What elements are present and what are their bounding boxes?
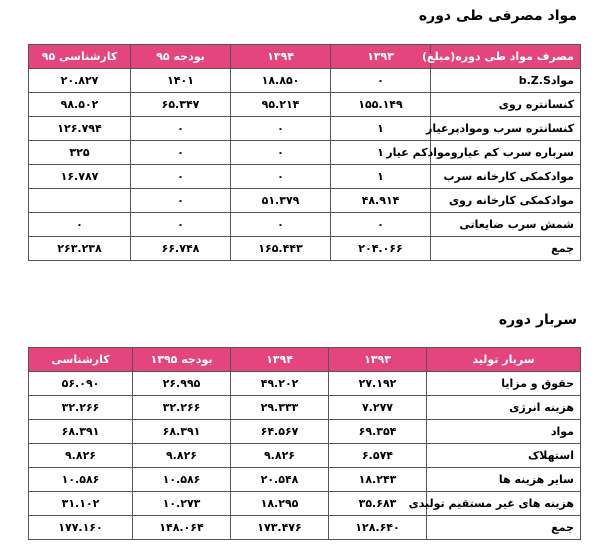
table-cell: ۱ xyxy=(331,117,431,141)
table-cell: ۳۵.۶۸۳ xyxy=(329,492,427,516)
table-row xyxy=(29,165,581,189)
table-cell: ۴۹.۲۰۲ xyxy=(231,372,329,396)
table-row xyxy=(29,396,581,420)
row-label: سرباره سرب کم عیاروموادکم عیار xyxy=(431,141,581,165)
table-cell: ۰ xyxy=(231,117,331,141)
table-cell: ۰ xyxy=(131,213,231,237)
table-cell: ۰ xyxy=(231,165,331,189)
table-cell: ۱۰.۵۸۶ xyxy=(133,468,231,492)
table-cell: ۹.۸۲۶ xyxy=(133,444,231,468)
table-cell: ۶۶.۷۴۸ xyxy=(131,237,231,261)
row-label: جمع xyxy=(427,516,581,540)
table-row-total xyxy=(29,237,581,261)
row-label: موادکمکی کارخانه سرب xyxy=(431,165,581,189)
table-cell: ۹.۸۲۶ xyxy=(29,444,133,468)
column-header: بودجه ۹۵ xyxy=(131,45,231,69)
table-cell: ۵۶.۰۹۰ xyxy=(29,372,133,396)
table-cell: ۰ xyxy=(331,213,431,237)
table-cell: ۱۸.۲۹۵ xyxy=(231,492,329,516)
table-cell: ۱۰.۵۸۶ xyxy=(29,468,133,492)
column-header: مصرف مواد طی دوره(مبلغ) xyxy=(431,45,581,69)
table-cell: ۶۸.۳۹۱ xyxy=(133,420,231,444)
table-cell: ۰ xyxy=(131,189,231,213)
row-label: مواد xyxy=(427,420,581,444)
table-cell: ۹.۸۲۶ xyxy=(231,444,329,468)
row-label: کنسانتره روی xyxy=(431,93,581,117)
table-cell: ۶.۵۷۴ xyxy=(329,444,427,468)
table-cell: ۱ xyxy=(331,165,431,189)
table-cell: ۶۸.۳۹۱ xyxy=(29,420,133,444)
row-label: شمش سرب ضایعاتی xyxy=(431,213,581,237)
table-cell: ۱۵۵.۱۴۹ xyxy=(331,93,431,117)
table-cell: ۱ xyxy=(331,141,431,165)
table-cell: ۰ xyxy=(131,141,231,165)
table-cell: ۲۰۴.۰۶۶ xyxy=(331,237,431,261)
table-cell: ۱۸.۸۵۰ xyxy=(231,69,331,93)
column-header: ۱۳۹۳ xyxy=(331,45,431,69)
table-row xyxy=(29,372,581,396)
table-row xyxy=(29,492,581,516)
table-cell: ۳۲.۲۶۶ xyxy=(29,396,133,420)
table-cell: ۶۹.۳۵۴ xyxy=(329,420,427,444)
table-cell: ۱۷۷.۱۶۰ xyxy=(29,516,133,540)
table-cell: ۲۰.۸۲۷ xyxy=(29,69,131,93)
table-cell: ۳۲۵ xyxy=(29,141,131,165)
row-label: استهلاک xyxy=(427,444,581,468)
table-cell: ۶۵.۳۴۷ xyxy=(131,93,231,117)
column-header: کارشناسی ۹۵ xyxy=(29,45,131,69)
table-cell: ۳۲.۲۶۶ xyxy=(133,396,231,420)
row-label: کنسانتره سرب وموادپرعیار xyxy=(431,117,581,141)
table-header-row xyxy=(29,45,581,69)
row-label: هزینه های غیر مستقیم تولیدی xyxy=(427,492,581,516)
table-cell: ۶۴.۵۶۷ xyxy=(231,420,329,444)
table-cell: ۱۲۸.۶۴۰ xyxy=(329,516,427,540)
table-cell: ۵۱.۳۷۹ xyxy=(231,189,331,213)
table-cell: ۰ xyxy=(231,213,331,237)
column-header: ۱۳۹۴ xyxy=(231,45,331,69)
table-cell: ۱۴۸.۰۶۴ xyxy=(133,516,231,540)
row-label: موادb.Z.S xyxy=(431,69,581,93)
section-title-overhead: سربار دوره xyxy=(498,312,577,328)
table-row xyxy=(29,117,581,141)
table-row xyxy=(29,69,581,93)
table-cell: ۴۸.۹۱۴ xyxy=(331,189,431,213)
row-label: سایر هزینه ها xyxy=(427,468,581,492)
table-row xyxy=(29,213,581,237)
overhead-table xyxy=(28,347,581,540)
table-row xyxy=(29,93,581,117)
table-cell: ۰ xyxy=(331,69,431,93)
section-title-materials: مواد مصرفی طی دوره xyxy=(418,8,577,24)
row-label: موادکمکی کارخانه روی xyxy=(431,189,581,213)
row-label: هزینه انرژی xyxy=(427,396,581,420)
column-header: ۱۳۹۳ xyxy=(329,348,427,372)
row-label: حقوق و مزایا xyxy=(427,372,581,396)
table-cell: ۹۸.۵۰۲ xyxy=(29,93,131,117)
table-cell: ۱۴۰۱ xyxy=(131,69,231,93)
table-row xyxy=(29,141,581,165)
table-cell: ۱۸.۲۴۳ xyxy=(329,468,427,492)
table-row xyxy=(29,420,581,444)
table-cell: ۰ xyxy=(29,213,131,237)
table-cell xyxy=(29,189,131,213)
column-header: سربار تولید xyxy=(427,348,581,372)
table-cell: ۱۰.۲۷۳ xyxy=(133,492,231,516)
table-cell: ۲۶.۹۹۵ xyxy=(133,372,231,396)
table-row xyxy=(29,189,581,213)
table-cell: ۰ xyxy=(231,141,331,165)
table-row xyxy=(29,444,581,468)
table-cell: ۹۵.۲۱۴ xyxy=(231,93,331,117)
table-cell: ۲۷.۱۹۲ xyxy=(329,372,427,396)
table-header-row xyxy=(29,348,581,372)
table-row xyxy=(29,468,581,492)
table-cell: ۲۹.۳۳۳ xyxy=(231,396,329,420)
table-cell: ۱۶۵.۴۴۳ xyxy=(231,237,331,261)
table-cell: ۱۷۳.۴۷۶ xyxy=(231,516,329,540)
table-cell: ۰ xyxy=(131,117,231,141)
column-header: کارشناسی xyxy=(29,348,133,372)
table-cell: ۰ xyxy=(131,165,231,189)
table-cell: ۲۰.۵۴۸ xyxy=(231,468,329,492)
table-cell: ۱۲۶.۷۹۴ xyxy=(29,117,131,141)
table-cell: ۷.۲۷۷ xyxy=(329,396,427,420)
row-label: جمع xyxy=(431,237,581,261)
table-cell: ۲۶۳.۲۳۸ xyxy=(29,237,131,261)
table-cell: ۱۶.۷۸۷ xyxy=(29,165,131,189)
table-cell: ۳۱.۱۰۲ xyxy=(29,492,133,516)
column-header: بودجه ۱۳۹۵ xyxy=(133,348,231,372)
column-header: ۱۳۹۴ xyxy=(231,348,329,372)
materials-table xyxy=(28,44,581,261)
table-row-total xyxy=(29,516,581,540)
